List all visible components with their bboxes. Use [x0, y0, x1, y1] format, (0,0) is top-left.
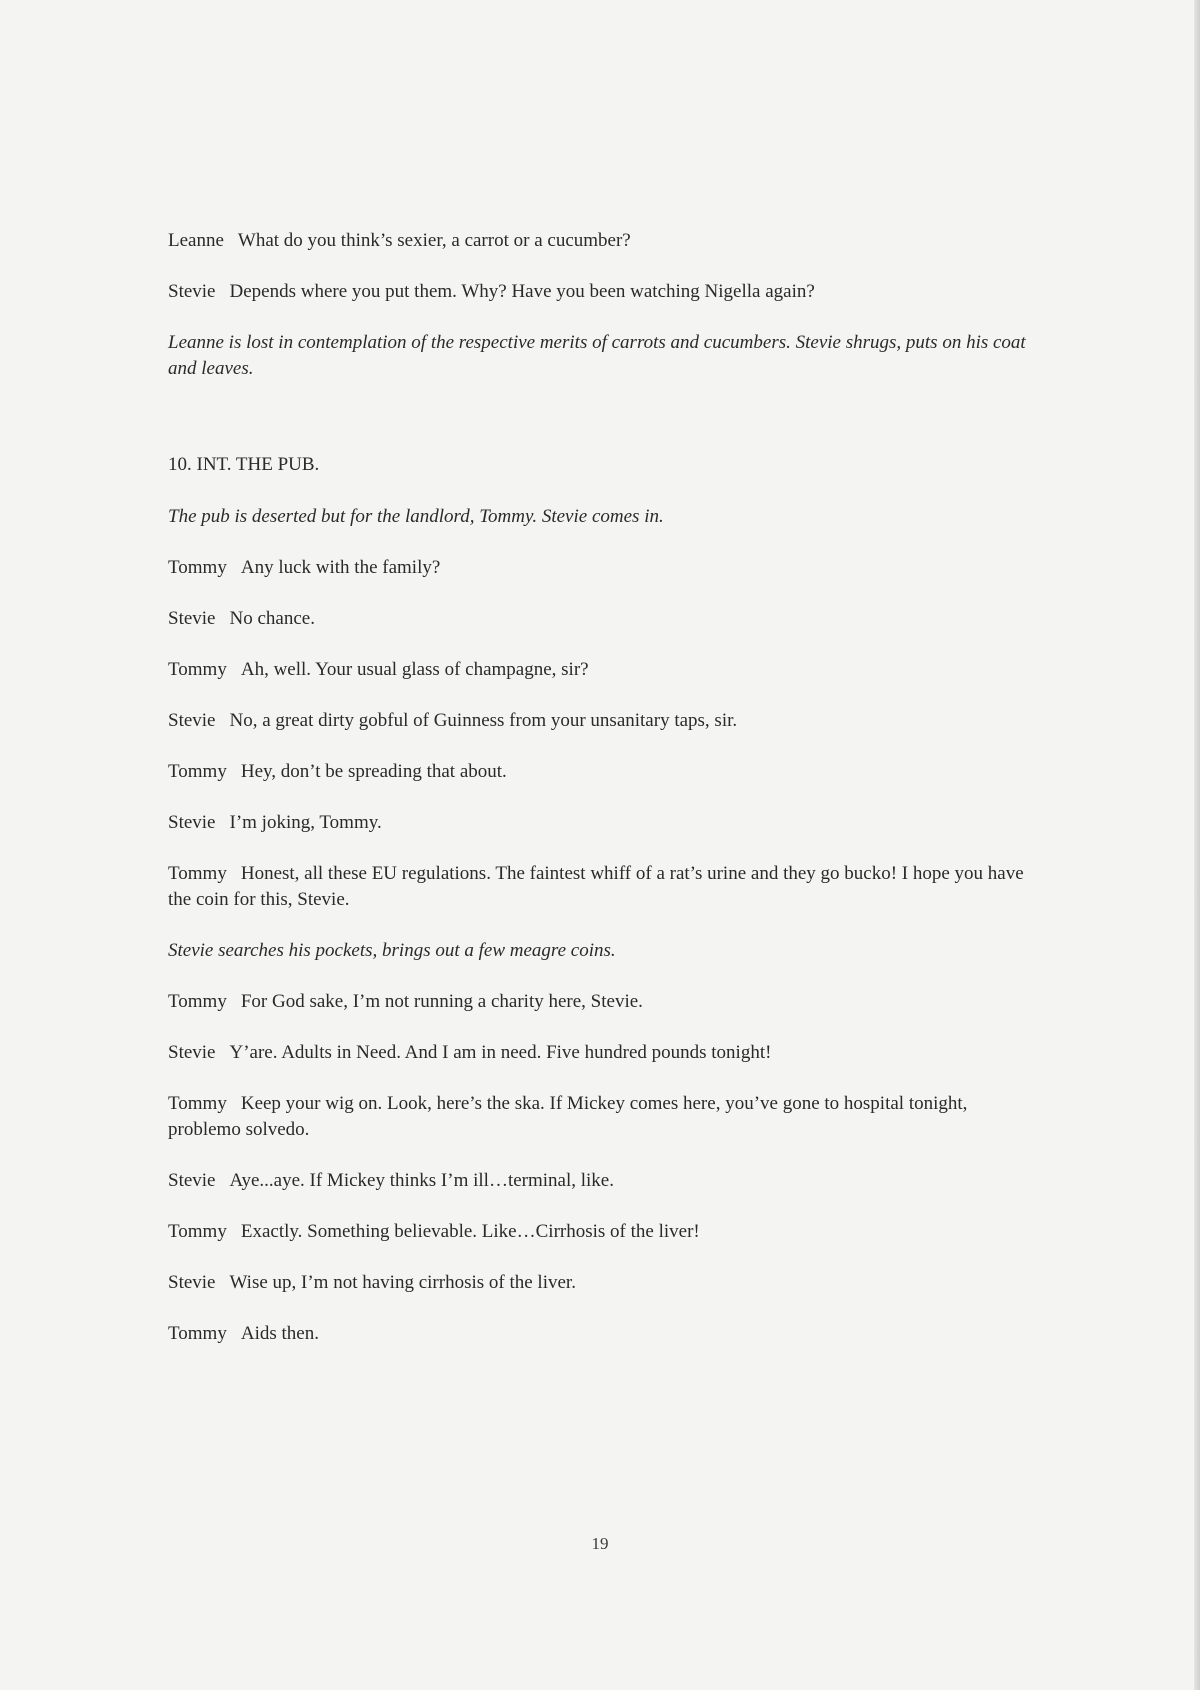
speaker-name: Tommy — [168, 761, 227, 782]
dialogue-text: Hey, don’t be spreading that about. — [240, 761, 507, 782]
dialogue-line — [168, 555, 1028, 581]
dialogue-line — [168, 1040, 1028, 1066]
speaker-name: Stevie — [168, 1170, 216, 1191]
stage-direction: Leanne is lost in contemplation of the respective merits of carrots and cucumbers. Stevie shrugs, puts on his coat and leaves. — [168, 332, 1026, 379]
script-body — [168, 228, 1028, 1372]
dialogue-line — [168, 606, 1028, 632]
dialogue-line — [168, 1321, 1028, 1347]
dialogue-text: Exactly. Something believable. Like…Cirrhosis of the liver! — [240, 1221, 700, 1242]
dialogue-text: I’m joking, Tommy. — [229, 812, 382, 833]
dialogue-line — [168, 1091, 1028, 1143]
speaker-name: Tommy — [168, 1221, 227, 1242]
dialogue-text: Honest, all these EU regulations. The faintest whiff of a rat’s urine and they go bucko! I hope you have the coin for this, Stevie. — [168, 863, 1024, 910]
dialogue-text: Y’are. Adults in Need. And I am in need. Five hundred pounds tonight! — [229, 1042, 772, 1063]
dialogue-line — [168, 279, 1028, 305]
dialogue-text: No chance. — [229, 608, 315, 629]
dialogue-line — [168, 708, 1028, 734]
speaker-name: Tommy — [168, 863, 227, 884]
dialogue-text: Ah, well. Your usual glass of champagne, sir? — [240, 659, 589, 680]
speaker-name: Stevie — [168, 1272, 216, 1293]
dialogue-line — [168, 1219, 1028, 1245]
dialogue-text: No, a great dirty gobful of Guinness from your unsanitary taps, sir. — [229, 710, 738, 731]
dialogue-line — [168, 989, 1028, 1015]
scene-heading: 10. INT. THE PUB. — [168, 454, 320, 475]
dialogue-line — [168, 1270, 1028, 1296]
speaker-name: Tommy — [168, 1323, 227, 1344]
dialogue-line — [168, 228, 1028, 254]
speaker-name: Stevie — [168, 608, 216, 629]
dialogue-text: Keep your wig on. Look, here’s the ska. If Mickey comes here, you’ve gone to hospital tonight, problemo solvedo. — [168, 1093, 968, 1140]
speaker-name: Tommy — [168, 557, 227, 578]
dialogue-line — [168, 810, 1028, 836]
dialogue-line — [168, 861, 1028, 913]
speaker-name: Stevie — [168, 812, 216, 833]
dialogue-line — [168, 657, 1028, 683]
stage-direction: The pub is deserted but for the landlord, Tommy. Stevie comes in. — [168, 506, 664, 527]
dialogue-text: Depends where you put them. Why? Have you been watching Nigella again? — [229, 281, 815, 302]
dialogue-text: Aids then. — [240, 1323, 319, 1344]
speaker-name: Stevie — [168, 710, 216, 731]
speaker-name: Tommy — [168, 991, 227, 1012]
page-edge-shadow — [1194, 0, 1200, 1690]
dialogue-text: Aye...aye. If Mickey thinks I’m ill…terminal, like. — [229, 1170, 614, 1191]
speaker-name: Tommy — [168, 659, 227, 680]
dialogue-text: Any luck with the family? — [240, 557, 441, 578]
speaker-name: Stevie — [168, 281, 216, 302]
speaker-name: Leanne — [168, 230, 224, 251]
speaker-name: Tommy — [168, 1093, 227, 1114]
dialogue-text: What do you think’s sexier, a carrot or a cucumber? — [237, 230, 631, 251]
dialogue-text: Wise up, I’m not having cirrhosis of the liver. — [229, 1272, 576, 1293]
dialogue-text: For God sake, I’m not running a charity here, Stevie. — [240, 991, 643, 1012]
speaker-name: Stevie — [168, 1042, 216, 1063]
dialogue-line — [168, 759, 1028, 785]
stage-direction: Stevie searches his pockets, brings out a few meagre coins. — [168, 940, 616, 961]
page-number: 19 — [591, 1534, 609, 1553]
dialogue-line — [168, 1168, 1028, 1194]
